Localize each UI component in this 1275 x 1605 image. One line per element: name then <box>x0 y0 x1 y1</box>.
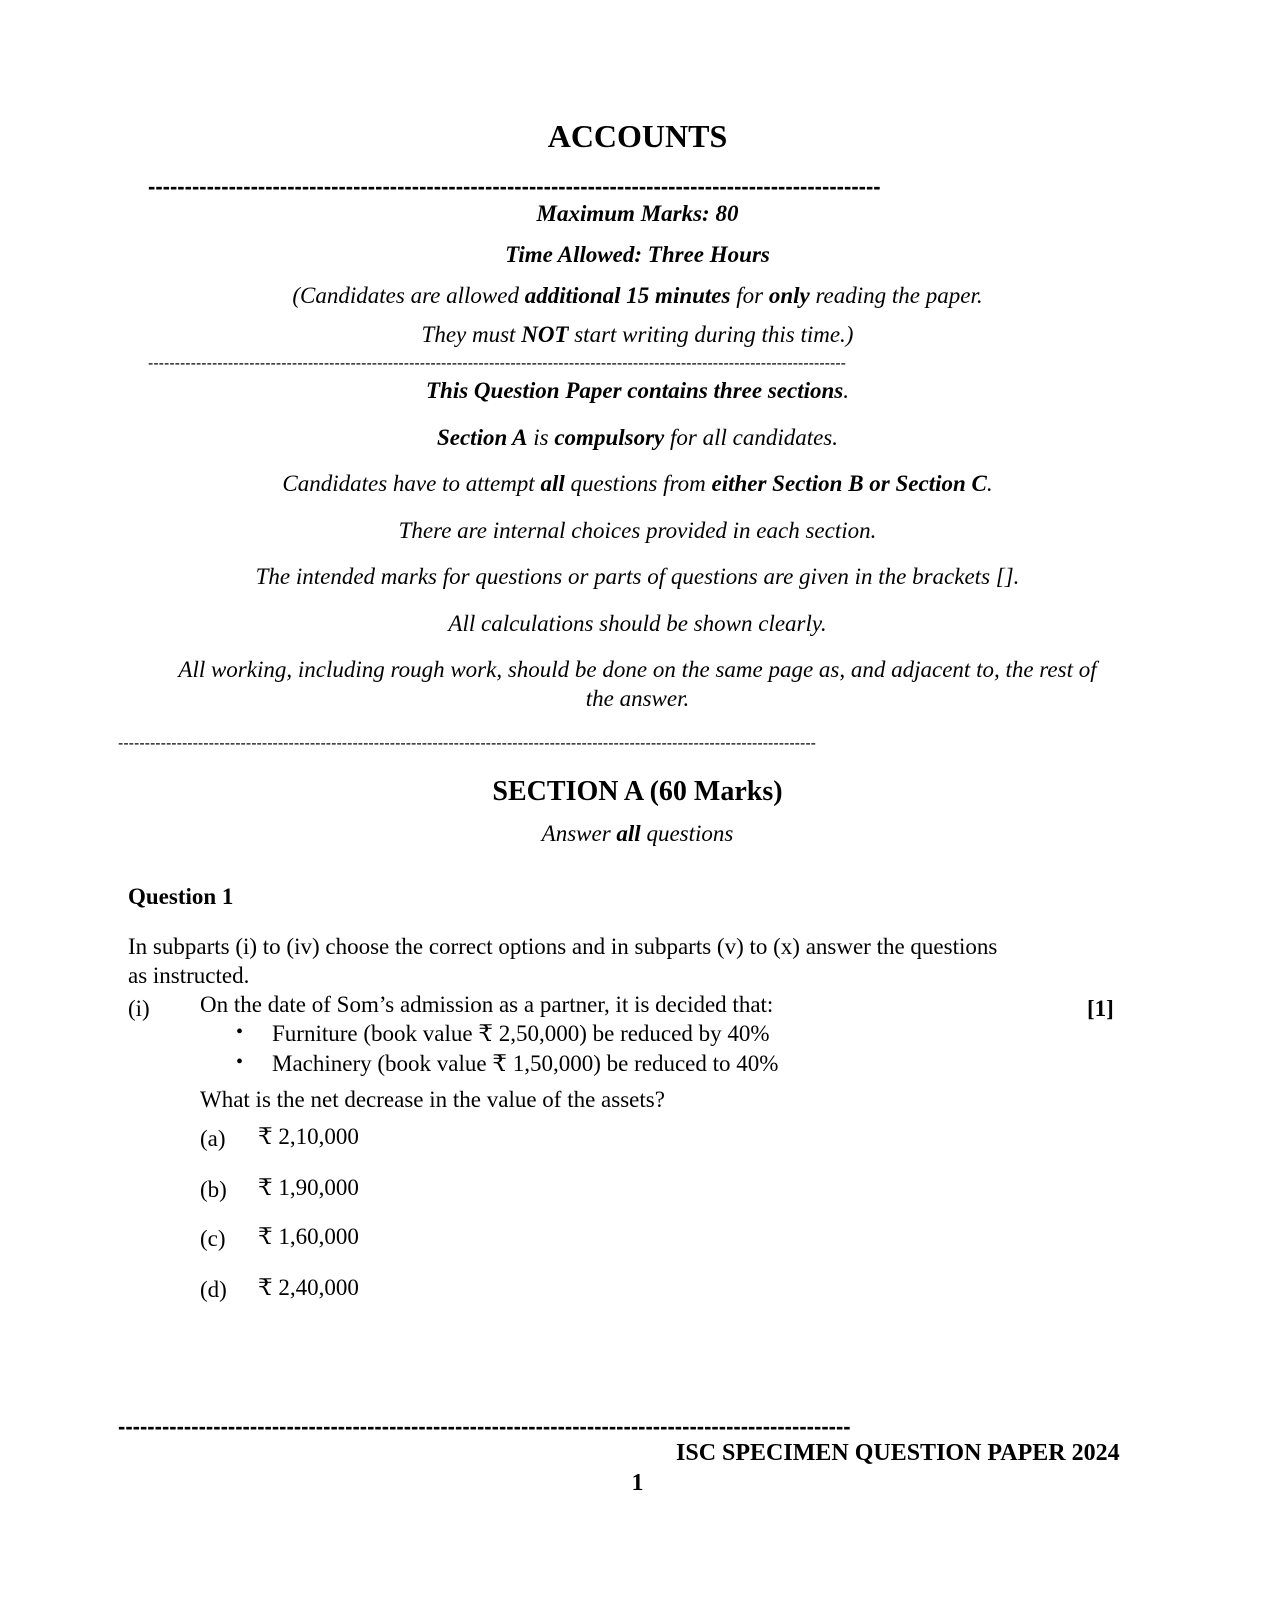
time-allowed: Time Allowed: Three Hours <box>505 242 770 267</box>
note-text: (Candidates are allowed <box>292 283 525 308</box>
question-heading: Question 1 <box>128 884 234 909</box>
instruction-working-line2: the answer. <box>585 686 690 711</box>
subtitle-text: Answer <box>541 821 617 846</box>
note-bold: NOT <box>521 322 569 347</box>
option-value: ₹ 2,40,000 <box>258 1275 359 1300</box>
instruction-sections <box>0 378 1275 404</box>
part-text: On the date of Som’s admission as a partner, it is decided that: <box>200 992 774 1017</box>
instruction-working-line1: All working, including rough work, should be done on the same page as, and adjacent to, the rest of <box>178 657 1097 682</box>
divider-middle: ----------------------------------------------------------------------------------------------------------------------------------- <box>148 356 846 372</box>
instruction-attempt <box>0 471 1275 497</box>
note-text: for <box>730 283 769 308</box>
instruction-text: Candidates have to attempt <box>282 471 541 496</box>
instruction-text: for all candidates. <box>664 425 839 450</box>
maximum-marks: Maximum Marks: 80 <box>536 201 739 226</box>
part-question: What is the net decrease in the value of the assets? <box>200 1087 665 1112</box>
note-bold: additional 15 minutes <box>524 283 731 308</box>
divider-top: ---------------------------------------------------------------------------------------------------- <box>148 176 881 198</box>
option-label: (a) <box>200 1126 226 1151</box>
subtitle-text: questions <box>640 821 734 846</box>
footer-paper-name: ISC SPECIMEN QUESTION PAPER 2024 <box>676 1440 1120 1466</box>
divider-footer: ---------------------------------------------------------------------------------------------------- <box>118 1416 851 1438</box>
divider-section: ----------------------------------------------------------------------------------------------------------------------------------- <box>118 736 816 752</box>
instruction-bold: either Section B or Section C <box>711 471 987 496</box>
note-text: They must <box>421 322 522 347</box>
bullet-icon: • <box>236 1021 244 1043</box>
bullet-icon: • <box>236 1051 244 1073</box>
reading-time-note-line1 <box>0 283 1275 309</box>
reading-time-note-line2 <box>0 322 1275 348</box>
question-intro-line2: as instructed. <box>128 963 250 988</box>
instruction-bold: This Question Paper contains three sections <box>426 378 844 403</box>
section-a-title: SECTION A (60 Marks) <box>492 776 783 807</box>
question-intro-line1: In subparts (i) to (iv) choose the correct options and in subparts (v) to (x) answer the questions <box>128 934 998 959</box>
instruction-text: questions from <box>564 471 712 496</box>
instruction-text: is <box>527 425 555 450</box>
instruction-text: . <box>986 471 993 496</box>
option-value: ₹ 1,60,000 <box>258 1224 359 1249</box>
option-label: (c) <box>200 1226 226 1251</box>
page-number: 1 <box>631 1470 644 1496</box>
paper-title: ACCOUNTS <box>547 118 728 154</box>
instruction-bold: all <box>540 471 565 496</box>
instruction-marks: The intended marks for questions or parts of questions are given in the brackets []. <box>255 564 1020 589</box>
part-number: (i) <box>128 996 150 1021</box>
note-bold: only <box>768 283 810 308</box>
option-label: (d) <box>200 1277 227 1302</box>
option-value: ₹ 1,90,000 <box>258 1175 359 1200</box>
instruction-bold: Section A <box>436 425 528 450</box>
instruction-calculations: All calculations should be shown clearly. <box>448 611 827 636</box>
bullet-item: Furniture (book value ₹ 2,50,000) be reduced by 40% <box>272 1021 770 1046</box>
instruction-bold: compulsory <box>554 425 665 450</box>
instruction-section-a <box>0 425 1275 451</box>
part-marks: [1] <box>1087 996 1114 1021</box>
instruction-text: . <box>843 378 849 403</box>
option-label: (b) <box>200 1177 227 1202</box>
note-text: start writing during this time.) <box>568 322 854 347</box>
subtitle-bold: all <box>616 821 641 846</box>
option-value: ₹ 2,10,000 <box>258 1124 359 1149</box>
note-text: reading the paper. <box>809 283 983 308</box>
instruction-choices: There are internal choices provided in each section. <box>398 518 877 543</box>
section-a-subtitle <box>0 821 1275 847</box>
bullet-item: Machinery (book value ₹ 1,50,000) be reduced to 40% <box>272 1051 779 1076</box>
